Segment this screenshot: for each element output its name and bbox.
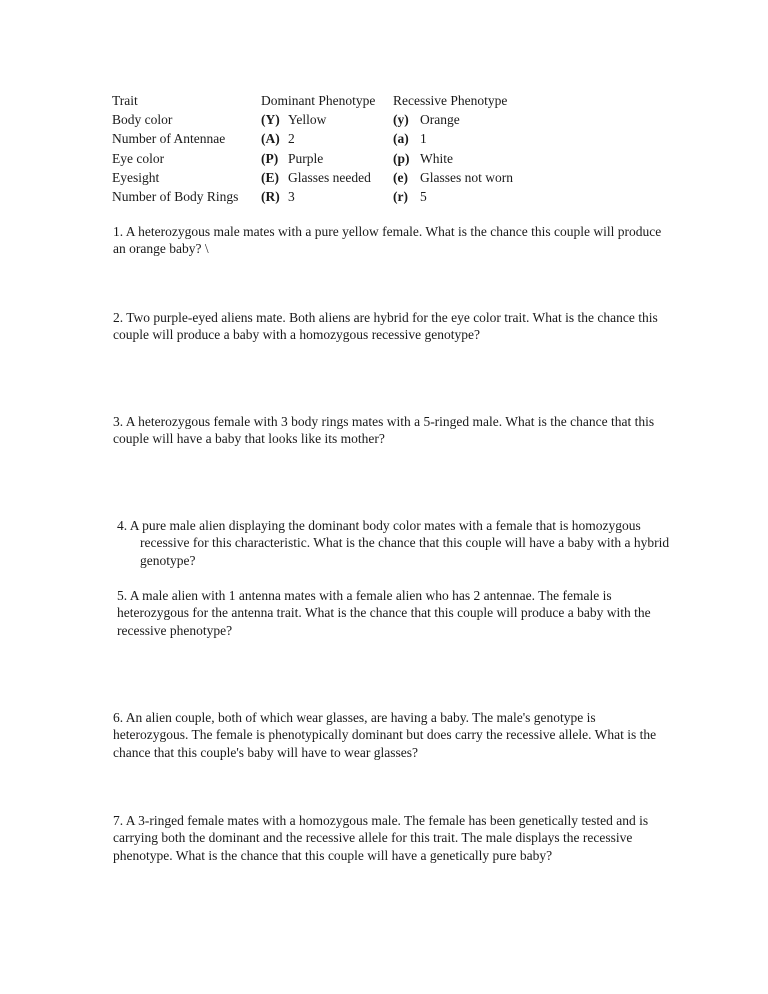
- trait-name: Eye color: [112, 150, 165, 166]
- trait-name: Number of Antennae: [112, 131, 226, 147]
- question-3: 3. A heterozygous female with 3 body rings mates with a 5-ringed male. What is the chance that this couple will have a baby that looks like its mother?: [113, 414, 655, 447]
- dominant-cell: [261, 110, 393, 129]
- dominant-phenotype: 3: [288, 189, 295, 205]
- table-row: [112, 187, 513, 206]
- dominant-cell: [261, 149, 393, 168]
- table-row: [112, 110, 513, 129]
- recessive-cell: [393, 187, 513, 206]
- dominant-phenotype: Purple: [288, 150, 324, 166]
- question-2: 2. Two purple-eyed aliens mate. Both aliens are hybrid for the eye color trait. What is the chance this couple will produce a baby with a homozygous recessive genotype?: [113, 310, 658, 343]
- dominant-allele: (E): [261, 169, 279, 185]
- dominant-allele: (A): [261, 131, 280, 147]
- table-row: [112, 129, 513, 148]
- header-dominant: Dominant Phenotype: [261, 93, 376, 108]
- table-header-row: [112, 91, 513, 110]
- header-trait: Trait: [112, 93, 138, 108]
- trait-name: Eyesight: [112, 169, 160, 185]
- dominant-allele: (P): [261, 150, 279, 166]
- dominant-allele: (Y): [261, 112, 280, 128]
- recessive-allele: (e): [393, 169, 408, 185]
- trait-table: [112, 91, 513, 206]
- dominant-cell: [261, 168, 393, 187]
- question-1: 1. A heterozygous male mates with a pure yellow female. What is the chance this couple will produce an orange baby? \: [113, 224, 662, 257]
- recessive-allele: (a): [393, 131, 409, 147]
- recessive-allele: (r): [393, 189, 408, 205]
- question-6: 6. An alien couple, both of which wear glasses, are having a baby. The male's genotype is heterozygous. The female is phenotypically dominant but does carry the recessive allele. What is the chance that this couple's baby will have to wear glasses?: [113, 710, 657, 760]
- dominant-phenotype: 2: [288, 131, 295, 147]
- recessive-phenotype: 5: [420, 189, 427, 205]
- table-row: [112, 149, 513, 168]
- dominant-cell: [261, 129, 393, 148]
- dominant-phenotype: Glasses needed: [288, 169, 371, 185]
- trait-name: Number of Body Rings: [112, 189, 239, 205]
- table-row: [112, 168, 513, 187]
- recessive-phenotype: Orange: [420, 112, 460, 128]
- question-7: 7. A 3-ringed female mates with a homozygous male. The female has been genetically tested and is carrying both the dominant and the recessive allele for this trait. The male displays the recessive phenotype. What is the chance that this couple will have a genetically pure baby?: [113, 813, 649, 863]
- recessive-phenotype: 1: [420, 131, 427, 147]
- dominant-allele: (R): [261, 189, 280, 205]
- recessive-allele: (y): [393, 112, 409, 128]
- header-recessive: Recessive Phenotype: [393, 93, 508, 108]
- recessive-allele: (p): [393, 150, 410, 166]
- trait-name: Body color: [112, 112, 173, 128]
- recessive-cell: [393, 110, 513, 129]
- recessive-cell: [393, 129, 513, 148]
- recessive-cell: [393, 168, 513, 187]
- question-5: 5. A male alien with 1 antenna mates with a female alien who has 2 antennae. The female is heterozygous for the antenna trait. What is the chance that this couple will produce a baby with the recessive phenotype?: [117, 588, 651, 638]
- recessive-phenotype: White: [420, 150, 453, 166]
- question-4: 4. A pure male alien displaying the dominant body color mates with a female that is homozygous recessive for this characteristic. What is the chance that this couple will have a baby with a hybrid genotype?: [117, 518, 670, 568]
- recessive-cell: [393, 149, 513, 168]
- dominant-phenotype: Yellow: [288, 112, 327, 128]
- dominant-cell: [261, 187, 393, 206]
- recessive-phenotype: Glasses not worn: [420, 169, 513, 185]
